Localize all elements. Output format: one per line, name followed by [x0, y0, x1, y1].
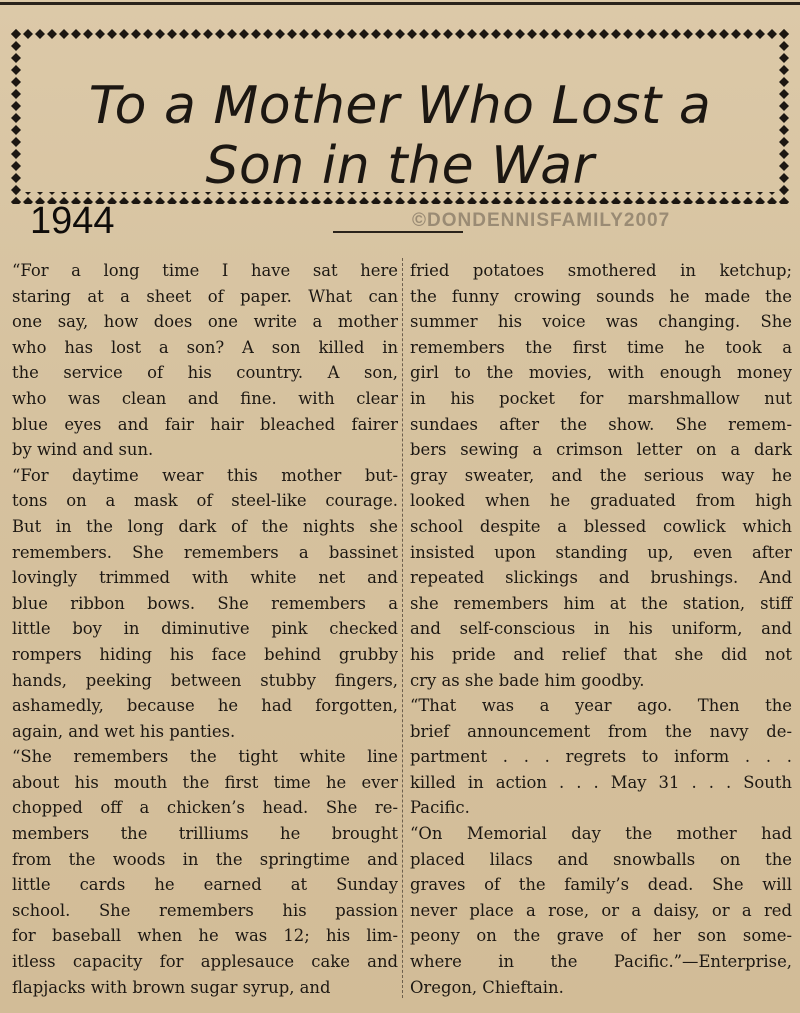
article-line: remembers. She remembers a bassinet — [12, 542, 398, 562]
article-line: repeated slickings and brushings. And — [410, 568, 792, 588]
article-line: But in the long dark of the nights she — [12, 516, 398, 536]
article-line: “That was a year ago. Then the — [410, 696, 792, 716]
copyright-watermark: ©DONDENNISFAMILY2007 — [412, 210, 671, 231]
article-line: little cards he earned at Sunday — [12, 875, 398, 895]
column-divider — [402, 258, 404, 998]
headline-box — [10, 28, 790, 204]
article-line: partment . . . regrets to inform . . . — [410, 747, 792, 767]
article-line: ashamedly, because he had forgotten, — [12, 696, 398, 716]
article-line: insisted upon standing up, even after — [410, 542, 792, 562]
article-line: one say, how does one write a mother — [12, 312, 398, 332]
article-line: members the trilliums he brought — [12, 824, 398, 844]
article-line: fried potatoes smothered in ketchup; — [410, 261, 792, 280]
article-line: cry as she bade him goodby. — [410, 670, 645, 690]
article-line: lovingly trimmed with white net and — [12, 568, 398, 588]
year-label: 1944 — [30, 200, 115, 242]
article-line: for baseball when he was 12; his lim- — [12, 926, 398, 946]
article-line: itless capacity for applesauce cake and — [12, 952, 398, 972]
top-rule — [0, 2, 800, 5]
article-line: “On Memorial day the mother had — [410, 824, 792, 844]
article-line: little boy in diminutive pink checked — [12, 619, 398, 639]
article-line: where in the Pacific.”—Enterprise, — [410, 952, 792, 972]
article-line: again, and wet his panties. — [12, 721, 236, 741]
article-line: Pacific. — [410, 798, 470, 818]
article-line: his pride and relief that she did not — [410, 644, 792, 664]
article-line: in his pocket for marshmallow nut — [410, 388, 792, 408]
article-line: the funny crowing sounds he made the — [410, 286, 792, 306]
article-line: staring at a sheet of paper. What can — [12, 286, 398, 306]
article-line: “For daytime wear this mother but- — [12, 465, 398, 485]
article-line: chopped off a chicken’s head. She re- — [12, 798, 398, 818]
article-line: and self-conscious in his uniform, and — [410, 619, 792, 639]
article-line: summer his voice was changing. She — [410, 312, 792, 332]
article-line: blue ribbon bows. She remembers a — [12, 593, 398, 613]
article-line: she remembers him at the station, stiff — [410, 593, 792, 613]
article-line: flapjacks with brown sugar syrup, and — [12, 977, 331, 997]
article-line: remembers the first time he took a — [410, 337, 792, 357]
article-line: peony on the grave of her son some- — [410, 926, 792, 946]
article-line: killed in action . . . May 31 . . . South — [410, 772, 792, 792]
article-line: who was clean and fine. with clear — [12, 388, 398, 408]
headline-line-2: Son in the War — [205, 136, 595, 196]
article-line: girl to the movies, with enough money — [410, 363, 792, 383]
article-line: never place a rose, or a daisy, or a red — [410, 900, 792, 920]
article-line: graves of the family’s dead. She will — [410, 875, 792, 895]
article-line: by wind and sun. — [12, 440, 154, 460]
article-line: about his mouth the first time he ever — [12, 772, 398, 792]
article-line: school. She remembers his passion — [12, 900, 398, 920]
article-line: the service of his country. A son, — [12, 363, 398, 383]
article-line: “For a long time I have sat here — [12, 261, 398, 280]
article-line: from the woods in the springtime and — [12, 849, 398, 869]
article-line: blue eyes and fair hair bleached fairer — [12, 414, 398, 434]
article-line: who has lost a son? A son killed in — [12, 337, 398, 357]
article-line: school despite a blessed cowlick which — [410, 516, 792, 536]
article-line: bers sewing a crimson letter on a dark — [410, 440, 792, 460]
article-line: “She remembers the tight white line — [12, 747, 398, 767]
article-line: placed lilacs and snowballs on the — [410, 849, 792, 869]
article-line: Oregon, Chieftain. — [410, 977, 564, 997]
article-line: brief announcement from the navy de- — [410, 721, 792, 741]
article-line: looked when he graduated from high — [410, 491, 792, 511]
article-column-left — [12, 258, 398, 1000]
article-line: hands, peeking between stubby fingers, — [12, 670, 398, 690]
article-line: gray sweater, and the serious way he — [410, 465, 792, 485]
article-line: tons on a mask of steel-like courage. — [12, 491, 398, 511]
headline — [50, 76, 750, 196]
article-line: sundaes after the show. She remem- — [410, 414, 792, 434]
article-line: rompers hiding his face behind grubby — [12, 644, 398, 664]
article-column-right — [410, 258, 792, 1000]
headline-line-1: To a Mother Who Lost a — [88, 76, 712, 136]
